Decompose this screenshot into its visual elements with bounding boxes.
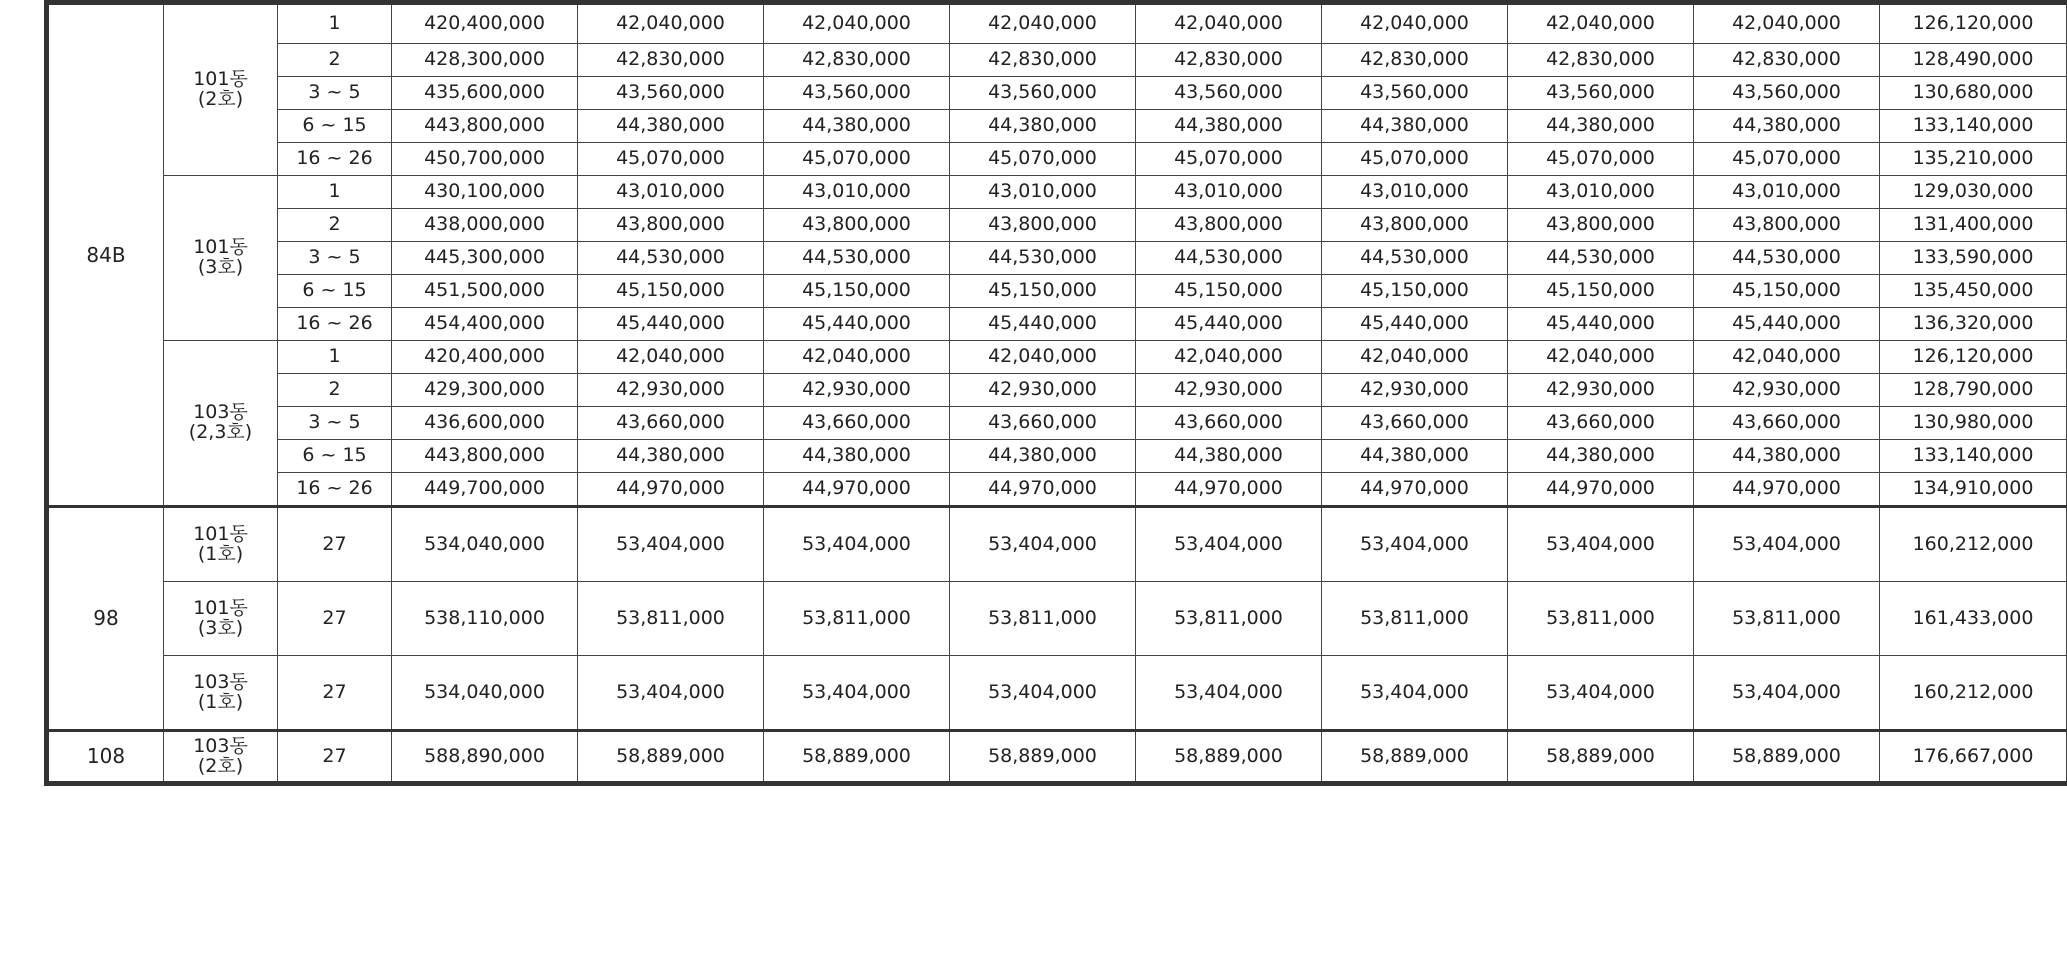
total-price-cell: 428,300,000 <box>392 44 578 77</box>
payment-6-cell: 58,889,000 <box>1508 731 1694 784</box>
payment-6-cell: 42,040,000 <box>1508 341 1694 374</box>
payment-1-cell: 44,380,000 <box>578 110 764 143</box>
building-label-line: 101동 <box>193 68 248 91</box>
table-row <box>47 3 2067 44</box>
building-label-line: 103동 <box>193 670 248 693</box>
payment-1-cell: 42,040,000 <box>578 3 764 44</box>
payment-7-cell: 42,830,000 <box>1694 44 1880 77</box>
payment-7-cell: 43,800,000 <box>1694 209 1880 242</box>
balance-cell: 133,140,000 <box>1880 110 2067 143</box>
payment-7-cell: 45,150,000 <box>1694 275 1880 308</box>
payment-4-cell: 43,010,000 <box>1136 176 1322 209</box>
payment-2-cell: 42,830,000 <box>764 44 950 77</box>
payment-2-cell: 42,930,000 <box>764 374 950 407</box>
table-row <box>47 242 2067 275</box>
payment-4-cell: 58,889,000 <box>1136 731 1322 784</box>
floor-cell: 16 ~ 26 <box>278 143 392 176</box>
table-row <box>47 407 2067 440</box>
payment-7-cell: 44,530,000 <box>1694 242 1880 275</box>
table-row <box>47 275 2067 308</box>
floor-cell: 2 <box>278 374 392 407</box>
balance-cell: 133,590,000 <box>1880 242 2067 275</box>
payment-7-cell: 53,404,000 <box>1694 507 1880 582</box>
payment-4-cell: 44,970,000 <box>1136 473 1322 507</box>
payment-7-cell: 43,560,000 <box>1694 77 1880 110</box>
total-price-cell: 445,300,000 <box>392 242 578 275</box>
payment-4-cell: 44,380,000 <box>1136 440 1322 473</box>
payment-4-cell: 43,560,000 <box>1136 77 1322 110</box>
payment-5-cell: 43,800,000 <box>1322 209 1508 242</box>
balance-cell: 128,790,000 <box>1880 374 2067 407</box>
payment-5-cell: 45,070,000 <box>1322 143 1508 176</box>
payment-5-cell: 44,530,000 <box>1322 242 1508 275</box>
payment-5-cell: 44,380,000 <box>1322 110 1508 143</box>
payment-2-cell: 43,660,000 <box>764 407 950 440</box>
payment-4-cell: 42,830,000 <box>1136 44 1322 77</box>
payment-2-cell: 43,800,000 <box>764 209 950 242</box>
payment-1-cell: 43,660,000 <box>578 407 764 440</box>
balance-cell: 128,490,000 <box>1880 44 2067 77</box>
price-table-container <box>44 0 2064 786</box>
payment-5-cell: 45,150,000 <box>1322 275 1508 308</box>
payment-4-cell: 42,040,000 <box>1136 341 1322 374</box>
table-row <box>47 308 2067 341</box>
payment-3-cell: 42,930,000 <box>950 374 1136 407</box>
total-price-cell: 588,890,000 <box>392 731 578 784</box>
floor-cell: 2 <box>278 44 392 77</box>
payment-5-cell: 42,040,000 <box>1322 3 1508 44</box>
payment-5-cell: 44,970,000 <box>1322 473 1508 507</box>
building-label-line: 103동 <box>193 734 248 757</box>
payment-1-cell: 44,970,000 <box>578 473 764 507</box>
payment-3-cell: 53,404,000 <box>950 656 1136 731</box>
building-label-line: (3호) <box>197 256 244 278</box>
price-table <box>44 0 2067 786</box>
payment-6-cell: 43,800,000 <box>1508 209 1694 242</box>
total-price-cell: 430,100,000 <box>392 176 578 209</box>
building-label-line: 101동 <box>193 236 248 259</box>
payment-7-cell: 58,889,000 <box>1694 731 1880 784</box>
payment-7-cell: 45,070,000 <box>1694 143 1880 176</box>
payment-7-cell: 44,380,000 <box>1694 110 1880 143</box>
payment-2-cell: 44,530,000 <box>764 242 950 275</box>
payment-2-cell: 42,040,000 <box>764 341 950 374</box>
payment-6-cell: 43,560,000 <box>1508 77 1694 110</box>
building-label-line: 101동 <box>193 522 248 545</box>
payment-4-cell: 44,380,000 <box>1136 110 1322 143</box>
payment-4-cell: 43,800,000 <box>1136 209 1322 242</box>
balance-cell: 130,680,000 <box>1880 77 2067 110</box>
payment-3-cell: 43,560,000 <box>950 77 1136 110</box>
building-label-line: (2호) <box>197 88 244 110</box>
balance-cell: 130,980,000 <box>1880 407 2067 440</box>
floor-cell: 1 <box>278 3 392 44</box>
total-price-cell: 454,400,000 <box>392 308 578 341</box>
payment-5-cell: 53,404,000 <box>1322 656 1508 731</box>
payment-3-cell: 53,811,000 <box>950 582 1136 656</box>
payment-4-cell: 53,404,000 <box>1136 507 1322 582</box>
payment-3-cell: 44,380,000 <box>950 440 1136 473</box>
table-row <box>47 176 2067 209</box>
table-row <box>47 374 2067 407</box>
table-row <box>47 44 2067 77</box>
floor-cell: 3 ~ 5 <box>278 407 392 440</box>
payment-1-cell: 45,070,000 <box>578 143 764 176</box>
payment-5-cell: 42,830,000 <box>1322 44 1508 77</box>
floor-cell: 2 <box>278 209 392 242</box>
payment-3-cell: 45,440,000 <box>950 308 1136 341</box>
payment-6-cell: 42,830,000 <box>1508 44 1694 77</box>
payment-4-cell: 44,530,000 <box>1136 242 1322 275</box>
payment-2-cell: 58,889,000 <box>764 731 950 784</box>
table-row <box>47 143 2067 176</box>
floor-cell: 27 <box>278 656 392 731</box>
price-table-body <box>47 3 2067 784</box>
payment-3-cell: 58,889,000 <box>950 731 1136 784</box>
payment-7-cell: 45,440,000 <box>1694 308 1880 341</box>
payment-3-cell: 43,800,000 <box>950 209 1136 242</box>
table-row <box>47 731 2067 784</box>
payment-4-cell: 42,930,000 <box>1136 374 1322 407</box>
payment-6-cell: 45,150,000 <box>1508 275 1694 308</box>
floor-cell: 6 ~ 15 <box>278 110 392 143</box>
total-price-cell: 451,500,000 <box>392 275 578 308</box>
building-cell <box>164 3 278 176</box>
payment-6-cell: 44,970,000 <box>1508 473 1694 507</box>
payment-5-cell: 43,560,000 <box>1322 77 1508 110</box>
payment-7-cell: 43,010,000 <box>1694 176 1880 209</box>
total-price-cell: 420,400,000 <box>392 3 578 44</box>
building-cell <box>164 176 278 341</box>
payment-1-cell: 45,440,000 <box>578 308 764 341</box>
table-row <box>47 507 2067 582</box>
balance-cell: 126,120,000 <box>1880 3 2067 44</box>
payment-6-cell: 53,404,000 <box>1508 507 1694 582</box>
payment-2-cell: 44,380,000 <box>764 110 950 143</box>
payment-7-cell: 53,404,000 <box>1694 656 1880 731</box>
payment-7-cell: 43,660,000 <box>1694 407 1880 440</box>
payment-2-cell: 53,811,000 <box>764 582 950 656</box>
floor-cell: 1 <box>278 341 392 374</box>
floor-cell: 1 <box>278 176 392 209</box>
balance-cell: 161,433,000 <box>1880 582 2067 656</box>
payment-1-cell: 42,040,000 <box>578 341 764 374</box>
payment-2-cell: 45,150,000 <box>764 275 950 308</box>
payment-1-cell: 45,150,000 <box>578 275 764 308</box>
total-price-cell: 538,110,000 <box>392 582 578 656</box>
payment-2-cell: 44,970,000 <box>764 473 950 507</box>
payment-3-cell: 44,380,000 <box>950 110 1136 143</box>
payment-3-cell: 45,150,000 <box>950 275 1136 308</box>
payment-1-cell: 53,404,000 <box>578 656 764 731</box>
payment-3-cell: 53,404,000 <box>950 507 1136 582</box>
building-cell <box>164 731 278 784</box>
balance-cell: 136,320,000 <box>1880 308 2067 341</box>
payment-1-cell: 53,811,000 <box>578 582 764 656</box>
table-row <box>47 473 2067 507</box>
building-label-line: (2호) <box>197 754 244 777</box>
payment-6-cell: 53,404,000 <box>1508 656 1694 731</box>
table-row <box>47 582 2067 656</box>
table-row <box>47 440 2067 473</box>
floor-cell: 3 ~ 5 <box>278 242 392 275</box>
building-label-line: 101동 <box>193 596 248 619</box>
total-price-cell: 438,000,000 <box>392 209 578 242</box>
balance-cell: 126,120,000 <box>1880 341 2067 374</box>
payment-6-cell: 44,380,000 <box>1508 110 1694 143</box>
payment-4-cell: 45,150,000 <box>1136 275 1322 308</box>
payment-5-cell: 43,660,000 <box>1322 407 1508 440</box>
payment-2-cell: 53,404,000 <box>764 656 950 731</box>
balance-cell: 133,140,000 <box>1880 440 2067 473</box>
payment-2-cell: 44,380,000 <box>764 440 950 473</box>
payment-6-cell: 53,811,000 <box>1508 582 1694 656</box>
payment-5-cell: 53,811,000 <box>1322 582 1508 656</box>
payment-1-cell: 53,404,000 <box>578 507 764 582</box>
payment-1-cell: 43,010,000 <box>578 176 764 209</box>
payment-4-cell: 53,811,000 <box>1136 582 1322 656</box>
building-cell <box>164 341 278 507</box>
balance-cell: 135,210,000 <box>1880 143 2067 176</box>
payment-1-cell: 42,930,000 <box>578 374 764 407</box>
floor-cell: 6 ~ 15 <box>278 440 392 473</box>
payment-3-cell: 45,070,000 <box>950 143 1136 176</box>
payment-2-cell: 53,404,000 <box>764 507 950 582</box>
payment-6-cell: 43,010,000 <box>1508 176 1694 209</box>
payment-4-cell: 45,440,000 <box>1136 308 1322 341</box>
building-label-line: (1호) <box>197 542 244 565</box>
unit-type-cell: 84B <box>47 3 164 507</box>
payment-4-cell: 45,070,000 <box>1136 143 1322 176</box>
payment-3-cell: 42,040,000 <box>950 3 1136 44</box>
payment-7-cell: 44,970,000 <box>1694 473 1880 507</box>
payment-4-cell: 43,660,000 <box>1136 407 1322 440</box>
balance-cell: 160,212,000 <box>1880 507 2067 582</box>
payment-1-cell: 42,830,000 <box>578 44 764 77</box>
payment-1-cell: 58,889,000 <box>578 731 764 784</box>
payment-5-cell: 53,404,000 <box>1322 507 1508 582</box>
payment-3-cell: 43,010,000 <box>950 176 1136 209</box>
total-price-cell: 450,700,000 <box>392 143 578 176</box>
floor-cell: 16 ~ 26 <box>278 308 392 341</box>
building-cell <box>164 582 278 656</box>
payment-7-cell: 53,811,000 <box>1694 582 1880 656</box>
floor-cell: 27 <box>278 731 392 784</box>
table-row <box>47 77 2067 110</box>
payment-3-cell: 44,970,000 <box>950 473 1136 507</box>
total-price-cell: 429,300,000 <box>392 374 578 407</box>
payment-3-cell: 42,040,000 <box>950 341 1136 374</box>
payment-1-cell: 43,560,000 <box>578 77 764 110</box>
unit-type-cell: 108 <box>47 731 164 784</box>
total-price-cell: 534,040,000 <box>392 507 578 582</box>
floor-cell: 3 ~ 5 <box>278 77 392 110</box>
payment-5-cell: 43,010,000 <box>1322 176 1508 209</box>
total-price-cell: 435,600,000 <box>392 77 578 110</box>
payment-5-cell: 58,889,000 <box>1322 731 1508 784</box>
floor-cell: 6 ~ 15 <box>278 275 392 308</box>
building-label-line: (3호) <box>197 616 244 639</box>
building-label-line: (1호) <box>197 690 244 713</box>
payment-2-cell: 45,440,000 <box>764 308 950 341</box>
floor-cell: 27 <box>278 507 392 582</box>
total-price-cell: 534,040,000 <box>392 656 578 731</box>
floor-cell: 27 <box>278 582 392 656</box>
balance-cell: 135,450,000 <box>1880 275 2067 308</box>
payment-6-cell: 45,440,000 <box>1508 308 1694 341</box>
payment-7-cell: 42,040,000 <box>1694 341 1880 374</box>
payment-5-cell: 42,040,000 <box>1322 341 1508 374</box>
balance-cell: 176,667,000 <box>1880 731 2067 784</box>
payment-3-cell: 43,660,000 <box>950 407 1136 440</box>
payment-6-cell: 42,040,000 <box>1508 3 1694 44</box>
payment-3-cell: 42,830,000 <box>950 44 1136 77</box>
balance-cell: 134,910,000 <box>1880 473 2067 507</box>
table-row <box>47 110 2067 143</box>
payment-4-cell: 42,040,000 <box>1136 3 1322 44</box>
floor-cell: 16 ~ 26 <box>278 473 392 507</box>
payment-5-cell: 44,380,000 <box>1322 440 1508 473</box>
balance-cell: 160,212,000 <box>1880 656 2067 731</box>
payment-7-cell: 42,040,000 <box>1694 3 1880 44</box>
payment-2-cell: 45,070,000 <box>764 143 950 176</box>
payment-5-cell: 45,440,000 <box>1322 308 1508 341</box>
payment-6-cell: 44,380,000 <box>1508 440 1694 473</box>
payment-6-cell: 42,930,000 <box>1508 374 1694 407</box>
total-price-cell: 436,600,000 <box>392 407 578 440</box>
payment-1-cell: 44,530,000 <box>578 242 764 275</box>
payment-2-cell: 42,040,000 <box>764 3 950 44</box>
payment-2-cell: 43,560,000 <box>764 77 950 110</box>
payment-7-cell: 44,380,000 <box>1694 440 1880 473</box>
payment-4-cell: 53,404,000 <box>1136 656 1322 731</box>
table-row <box>47 209 2067 242</box>
total-price-cell: 420,400,000 <box>392 341 578 374</box>
building-cell <box>164 507 278 582</box>
unit-type-cell: 98 <box>47 507 164 731</box>
payment-1-cell: 44,380,000 <box>578 440 764 473</box>
payment-2-cell: 43,010,000 <box>764 176 950 209</box>
table-row <box>47 656 2067 731</box>
payment-6-cell: 43,660,000 <box>1508 407 1694 440</box>
payment-3-cell: 44,530,000 <box>950 242 1136 275</box>
balance-cell: 131,400,000 <box>1880 209 2067 242</box>
building-label-line: (2,3호) <box>188 421 253 443</box>
payment-1-cell: 43,800,000 <box>578 209 764 242</box>
payment-6-cell: 44,530,000 <box>1508 242 1694 275</box>
building-label-line: 103동 <box>193 401 248 424</box>
balance-cell: 129,030,000 <box>1880 176 2067 209</box>
payment-5-cell: 42,930,000 <box>1322 374 1508 407</box>
total-price-cell: 449,700,000 <box>392 473 578 507</box>
total-price-cell: 443,800,000 <box>392 110 578 143</box>
payment-6-cell: 45,070,000 <box>1508 143 1694 176</box>
payment-7-cell: 42,930,000 <box>1694 374 1880 407</box>
building-cell <box>164 656 278 731</box>
total-price-cell: 443,800,000 <box>392 440 578 473</box>
table-row <box>47 341 2067 374</box>
